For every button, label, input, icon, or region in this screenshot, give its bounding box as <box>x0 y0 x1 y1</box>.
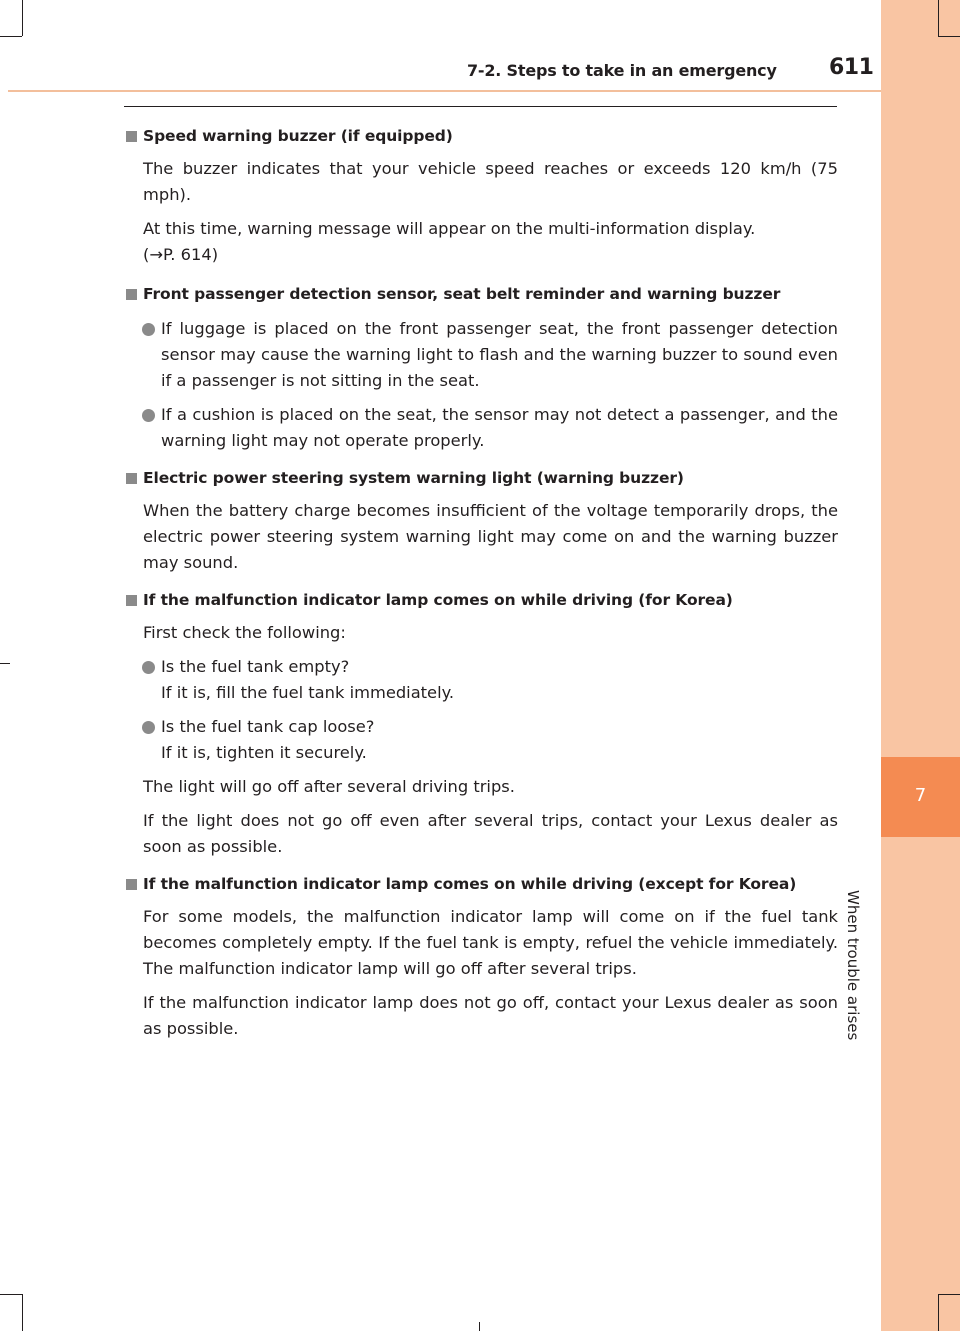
crop-mark <box>0 36 22 37</box>
page-content <box>126 120 838 1050</box>
paragraph: At this time, warning message will appear on the multi-information display. (→P. 614) <box>143 216 838 268</box>
section-heading: Speed warning buzzer (if equipped) <box>126 120 838 152</box>
crop-mark <box>938 1294 939 1331</box>
crop-mark <box>0 1294 22 1295</box>
page-reference-link[interactable]: (→P. 614) <box>143 245 219 264</box>
round-bullet-icon <box>142 721 155 734</box>
round-bullet-icon <box>142 661 155 674</box>
page-number: 611 <box>829 55 874 80</box>
round-bullet-icon <box>142 409 155 422</box>
paragraph: For some models, the malfunction indicator lamp will come on if the fuel tank becomes completely empty. If the fuel tank is empty, refuel the vehicle immediately. The malfunction indicator lamp will go off after several trips. <box>143 907 838 978</box>
paragraph: The light will go off after several driving trips. <box>143 777 515 796</box>
list-item: Is the fuel tank empty? If it is, fill the fuel tank immediately. <box>161 654 838 706</box>
list-item: If luggage is placed on the front passenger seat, the front passenger detection sensor may cause the warning light to flash and the warning buzzer to sound even if a passenger is not sitting in the seat. <box>161 316 838 394</box>
chapter-tab-marker <box>881 757 960 837</box>
running-header-section: 7-2. Steps to take in an emergency <box>467 61 777 80</box>
paragraph: First check the following: <box>143 623 346 642</box>
crop-mark <box>22 1294 23 1331</box>
paragraph: If the malfunction indicator lamp does not go off, contact your Lexus dealer as soon as possible. <box>143 993 838 1038</box>
square-bullet-icon <box>126 473 137 484</box>
round-bullet-icon <box>142 323 155 336</box>
crop-mark <box>479 1322 480 1331</box>
crop-mark <box>938 0 939 36</box>
list-item: If a cushion is placed on the seat, the sensor may not detect a passenger, and the warning light may not operate properly. <box>161 402 838 454</box>
section-heading: Front passenger detection sensor, seat belt reminder and warning buzzer <box>126 278 838 310</box>
crop-mark <box>938 1294 960 1295</box>
section-heading: If the malfunction indicator lamp comes on while driving (for Korea) <box>126 584 838 616</box>
crop-mark <box>22 0 23 36</box>
list-item: Is the fuel tank cap loose? If it is, tighten it securely. <box>161 714 838 766</box>
chapter-side-tab <box>881 0 960 1331</box>
square-bullet-icon <box>126 131 137 142</box>
section-heading: If the malfunction indicator lamp comes on while driving (except for Korea) <box>126 868 838 900</box>
crop-mark <box>938 36 960 37</box>
paragraph: When the battery charge becomes insufficient of the voltage temporarily drops, the electric power steering system warning light may come on and the warning buzzer may sound. <box>143 501 838 572</box>
square-bullet-icon <box>126 289 137 300</box>
content-top-rule <box>124 106 837 107</box>
paragraph: If the light does not go off even after several trips, contact your Lexus dealer as soon as possible. <box>143 811 838 856</box>
paragraph: The buzzer indicates that your vehicle speed reaches or exceeds 120 km/h (75 mph). <box>143 159 838 204</box>
chapter-title-vertical: When trouble arises <box>844 890 862 1041</box>
square-bullet-icon <box>126 879 137 890</box>
header-rule <box>8 90 881 92</box>
chapter-number: 7 <box>914 785 927 806</box>
section-heading: Electric power steering system warning light (warning buzzer) <box>126 462 838 494</box>
crop-mark <box>0 663 10 664</box>
square-bullet-icon <box>126 595 137 606</box>
